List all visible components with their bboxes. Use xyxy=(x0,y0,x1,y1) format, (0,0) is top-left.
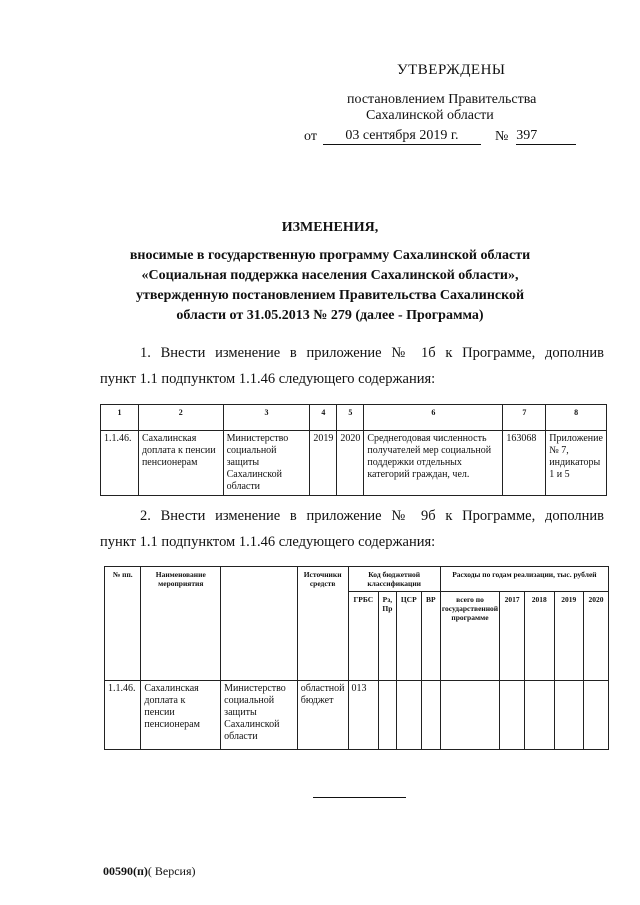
table-header-cell: Код бюджетной классификации xyxy=(348,567,440,592)
table-cell: 163068 xyxy=(503,431,546,496)
ot-label: от xyxy=(304,129,317,144)
table-header-cell: 6 xyxy=(364,405,503,431)
table-header-row xyxy=(101,405,607,431)
table-cell: Министерство социальной защиты Сахалинской области xyxy=(221,681,298,750)
table-header-cell: 2 xyxy=(138,405,223,431)
table-header-cell: ГРБС xyxy=(348,592,379,681)
table-header-cell: 8 xyxy=(546,405,607,431)
paragraph-2-line-1: 2. Внести изменение в приложение № 9б к Программе, дополнив xyxy=(140,508,604,524)
table-header-cell: 3 xyxy=(223,405,310,431)
table-header-cell: 7 xyxy=(503,405,546,431)
table-header-row xyxy=(105,567,609,592)
table-header-cell: 1 xyxy=(101,405,139,431)
table-cell: 2020 xyxy=(337,431,364,496)
table-cell xyxy=(584,681,609,750)
approval-title: УТВЕРЖДЕНЫ xyxy=(397,62,506,78)
table-header-cell: ВР xyxy=(421,592,440,681)
table-cell: Среднегодовая численность получателей мер социальной поддержки отдельных категорий граждан, чел. xyxy=(364,431,503,496)
table-cell: 1.1.46. xyxy=(101,431,139,496)
table-cell xyxy=(396,681,421,750)
table-cell xyxy=(379,681,397,750)
table-header-cell xyxy=(221,567,298,681)
heading xyxy=(120,218,540,326)
table-appendix-1b xyxy=(100,404,607,496)
table-row xyxy=(101,431,607,496)
table-cell: Сахалинская доплата к пенсии пенсионерам xyxy=(138,431,223,496)
table-cell xyxy=(440,681,499,750)
paragraph-2-line-2: пункт 1.1 подпунктом 1.1.46 следующего содержания: xyxy=(100,534,436,550)
table-cell: Министерство социальной защиты Сахалинской области xyxy=(223,431,310,496)
table-cell xyxy=(554,681,584,750)
paragraph-1 xyxy=(100,340,604,392)
approval-line-2: Сахалинской области xyxy=(366,108,494,123)
table-header-cell: всего по государственной программе xyxy=(440,592,499,681)
table-header-cell: 2017 xyxy=(500,592,525,681)
table-header-cell: 5 xyxy=(337,405,364,431)
heading-line-1: ИЗМЕНЕНИЯ, xyxy=(281,220,379,235)
footer-code: 00590(п) xyxy=(103,864,148,878)
approval-line-1: постановлением Правительства xyxy=(347,92,537,107)
footer xyxy=(103,864,196,879)
table-header-cell: 4 xyxy=(310,405,337,431)
table-header-cell: Рз, Пр xyxy=(379,592,397,681)
table-row xyxy=(105,681,609,750)
number-label: № xyxy=(494,129,509,144)
table-cell: 1.1.46. xyxy=(105,681,141,750)
heading-line-4: утвержденную постановлением Правительства Сахалинской xyxy=(135,288,525,303)
table-cell: Сахалинская доплата к пенсии пенсионерам xyxy=(141,681,221,750)
approval-number: 397 xyxy=(516,128,576,145)
table-header-cell: № пп. xyxy=(105,567,141,681)
table-cell: областной бюджет xyxy=(297,681,348,750)
paragraph-2 xyxy=(100,503,604,555)
table-header-cell: Расходы по годам реализации, тыс. рублей xyxy=(440,567,608,592)
table-header-cell: ЦСР xyxy=(396,592,421,681)
table-cell xyxy=(500,681,525,750)
table-header-cell: 2019 xyxy=(554,592,584,681)
table-appendix-9b xyxy=(104,566,609,750)
table-cell: 013 xyxy=(348,681,379,750)
approval-date: 03 сентября 2019 г. xyxy=(323,128,481,145)
heading-line-2: вносимые в государственную программу Сахалинской области xyxy=(129,248,531,263)
table-header-cell: Наименование мероприятия xyxy=(141,567,221,681)
paragraph-1-line-1: 1. Внести изменение в приложение № 1б к Программе, дополнив xyxy=(140,345,604,361)
paragraph-1-line-2: пункт 1.1 подпунктом 1.1.46 следующего содержания: xyxy=(100,371,436,387)
footer-version: ( Версия) xyxy=(147,864,196,878)
table-header-cell: Источники средств xyxy=(297,567,348,681)
table-cell xyxy=(421,681,440,750)
table-cell: Приложение № 7, индикаторы 1 и 5 xyxy=(546,431,607,496)
heading-line-3: «Социальная поддержка населения Сахалинской области», xyxy=(141,268,519,283)
table-header-cell: 2018 xyxy=(525,592,555,681)
signature-divider xyxy=(313,797,406,798)
table-cell: 2019 xyxy=(310,431,337,496)
table-header-cell: 2020 xyxy=(584,592,609,681)
table-cell xyxy=(525,681,555,750)
heading-line-5: области от 31.05.2013 № 279 (далее - Программа) xyxy=(176,308,484,323)
approval-date-row xyxy=(304,128,576,145)
